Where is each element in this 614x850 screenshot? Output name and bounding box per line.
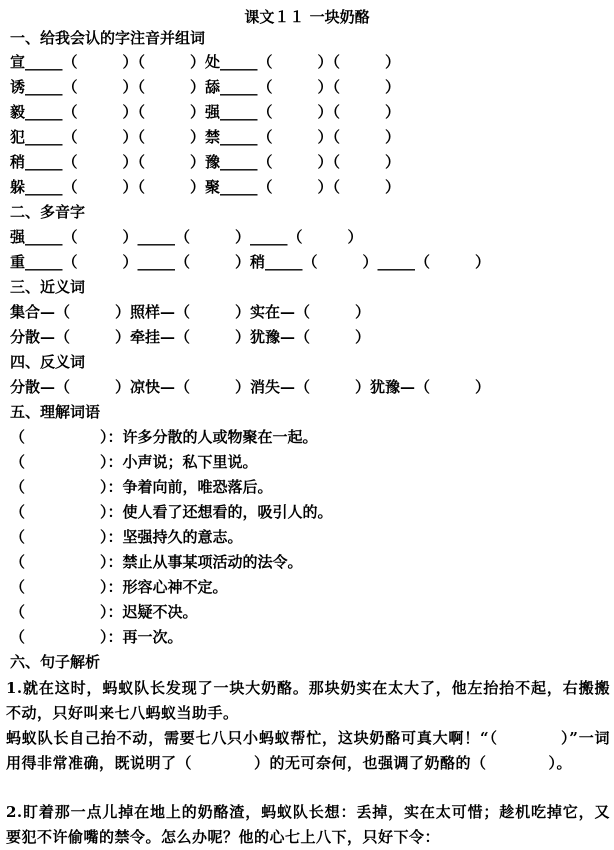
- section5-heading: 五、理解词语: [10, 403, 101, 421]
- section4-heading: 四、反义词: [10, 353, 86, 371]
- definition-row: （ ）：坚强持久的意志。: [10, 528, 243, 546]
- page-title: 课文１１ 一块奶酪: [244, 8, 370, 26]
- section2-heading: 二、多音字: [10, 203, 86, 221]
- sentence-analysis-paragraph-2: 蚂蚁队长自己抬不动，需要七八只小蚂蚁帮忙，这块奶酪可真大啊！“（ ）”一词用得非常准确，既说明了（ ）的无可奈何，也强调了奶酪的（ ）。: [6, 729, 610, 772]
- section1-row: 躲_____（ ）（ ）聚_____（ ）（ ）: [10, 178, 401, 196]
- definition-row: （ ）：争着向前，唯恐落后。: [10, 478, 273, 496]
- definition-row: （ ）：使人看了还想看的，吸引人的。: [10, 503, 333, 521]
- definition-row: （ ）：迟疑不决。: [10, 603, 198, 621]
- section1-row: 宣_____（ ）（ ）处_____（ ）（ ）: [10, 53, 401, 71]
- section3-row: 集合—（ ）照样—（ ）实在—（ ）: [10, 303, 371, 321]
- sentence-analysis-paragraph-3: 2.盯着那一点儿掉在地上的奶酪渣，蚂蚁队长想：丢掉，实在太可惜；趁机吃掉它，又要犯不许偷嘴的禁令。怎么办呢？他的心七上八下，只好下令：: [6, 803, 610, 846]
- section4-row: 分散—（ ）凉快—（ ）消失—（ ）犹豫—（ ）: [10, 378, 491, 396]
- definition-row: （ ）：许多分散的人或物聚在一起。: [10, 428, 318, 446]
- section2-row: 重_____（ ）_____（ ）稍_____（ ）_____（ ）: [10, 253, 491, 271]
- section3-heading: 三、近义词: [10, 278, 86, 296]
- section1-row: 诱_____（ ）（ ）舔_____（ ）（ ）: [10, 78, 401, 96]
- section3-row: 分散—（ ）牵挂—（ ）犹豫—（ ）: [10, 328, 371, 346]
- definition-row: （ ）：禁止从事某项活动的法令。: [10, 553, 303, 571]
- section1-row: 毅_____（ ）（ ）强_____（ ）（ ）: [10, 103, 401, 121]
- section1-row: 稍_____（ ）（ ）豫_____（ ）（ ）: [10, 153, 401, 171]
- section6-heading: 六、句子解析: [10, 653, 101, 671]
- sentence-analysis-paragraph-1: 1.就在这时，蚂蚁队长发现了一块大奶酪。那块奶实在太大了，他左抬抬不起，右搬搬不动，只好叫来七八蚂蚁当助手。: [6, 679, 610, 722]
- definition-row: （ ）：形容心神不定。: [10, 578, 228, 596]
- section1-row: 犯_____（ ）（ ）禁_____（ ）（ ）: [10, 128, 401, 146]
- definition-row: （ ）：小声说；私下里说。: [10, 453, 258, 471]
- definition-row: （ ）：再一次。: [10, 628, 183, 646]
- section2-row: 强_____（ ）_____（ ）_____（ ）: [10, 228, 363, 246]
- section1-heading: 一、给我会认的字注音并组词: [10, 29, 206, 47]
